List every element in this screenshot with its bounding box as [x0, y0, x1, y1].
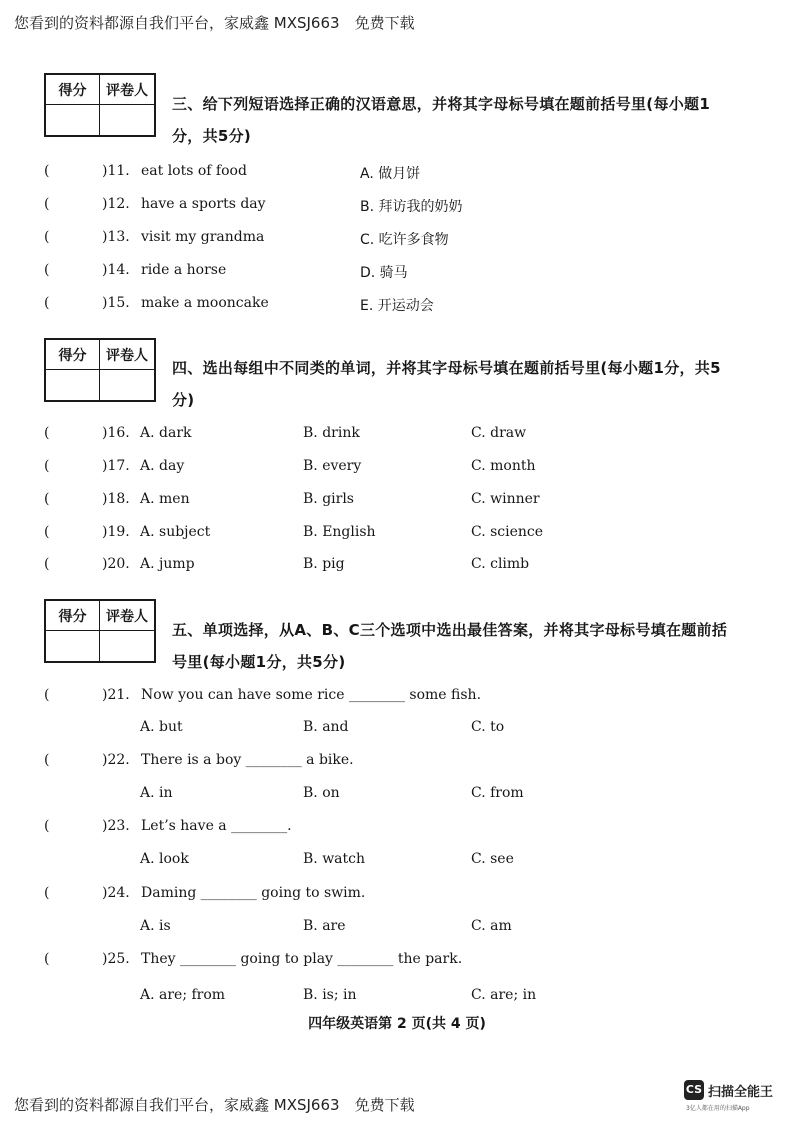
- question-number: )19.: [102, 524, 130, 540]
- question-stem: They ________ going to play ________ the park.: [141, 951, 463, 967]
- option-a: A. look: [140, 851, 189, 867]
- answer-bracket: (: [44, 229, 50, 245]
- option-a: A. subject: [140, 524, 211, 540]
- option-c: C. science: [471, 524, 544, 540]
- option-a: A. but: [140, 719, 183, 735]
- score-cell: [46, 105, 100, 135]
- score-cell: [46, 631, 100, 661]
- option-a: A. is: [140, 918, 171, 934]
- question-number: )18.: [102, 491, 130, 507]
- logo-tagline: 3亿人都在用的扫描App: [686, 1105, 750, 1112]
- answer-bracket: (: [44, 951, 50, 967]
- phrase-text: make a mooncake: [141, 295, 269, 311]
- question-number: )24.: [102, 885, 130, 901]
- option-a: A. jump: [140, 556, 195, 572]
- phrase-text: visit my grandma: [141, 229, 265, 245]
- answer-bracket: (: [44, 163, 50, 179]
- option-a: A. day: [140, 458, 185, 474]
- option-c: C. climb: [471, 556, 530, 572]
- option-b: B. pig: [303, 556, 345, 572]
- scanner-logo: [684, 1080, 784, 1114]
- answer-bracket: (: [44, 524, 50, 540]
- answer-bracket: (: [44, 885, 50, 901]
- score-label: 得分: [46, 75, 100, 105]
- question-stem: There is a boy ________ a bike.: [141, 752, 354, 768]
- question-number: )16.: [102, 425, 130, 441]
- page-footer: 四年级英语第 2 页(共 4 页): [308, 1016, 486, 1032]
- answer-bracket: (: [44, 818, 50, 834]
- score-box: [44, 338, 156, 402]
- section4-title: 四、选出每组中不同类的单词，并将其字母标号填在题前括号里(每小题1分，共5分): [172, 359, 721, 409]
- question-number: )23.: [102, 818, 130, 834]
- logo-name: 扫描全能王: [708, 1085, 774, 1100]
- question-number: )11.: [102, 163, 130, 179]
- grader-label: 评卷人: [100, 601, 154, 631]
- answer-bracket: (: [44, 196, 50, 212]
- grader-cell: [100, 631, 154, 661]
- option-b: B. girls: [303, 491, 354, 507]
- question-number: )20.: [102, 556, 130, 572]
- option-a: A. are; from: [140, 987, 226, 1003]
- score-cell: [46, 370, 100, 400]
- score-box: [44, 73, 156, 137]
- phrase-text: have a sports day: [141, 196, 266, 212]
- grader-label: 评卷人: [100, 75, 154, 105]
- score-label: 得分: [46, 340, 100, 370]
- question-number: )25.: [102, 951, 130, 967]
- option-b: B. on: [303, 785, 340, 801]
- answer-bracket: (: [44, 262, 50, 278]
- answer-bracket: (: [44, 752, 50, 768]
- option-a: A. men: [140, 491, 190, 507]
- question-stem: Daming ________ going to swim.: [141, 885, 366, 901]
- option-b: B. drink: [303, 425, 360, 441]
- grader-cell: [100, 105, 154, 135]
- option-c: C. winner: [471, 491, 540, 507]
- cs-logo-icon: CS: [684, 1080, 704, 1100]
- match-option: D. 骑马: [360, 265, 408, 281]
- answer-bracket: (: [44, 458, 50, 474]
- score-label: 得分: [46, 601, 100, 631]
- section3-title: 三、给下列短语选择正确的汉语意思，并将其字母标号填在题前括号里(每小题1分，共5分): [172, 95, 711, 145]
- grader-label: 评卷人: [100, 340, 154, 370]
- answer-bracket: (: [44, 295, 50, 311]
- question-number: )14.: [102, 262, 130, 278]
- option-b: B. is; in: [303, 987, 357, 1003]
- question-number: )15.: [102, 295, 130, 311]
- score-box: [44, 599, 156, 663]
- answer-bracket: (: [44, 687, 50, 703]
- option-a: A. dark: [140, 425, 192, 441]
- match-option: E. 开运动会: [360, 298, 434, 314]
- option-c: C. to: [471, 719, 505, 735]
- phrase-text: ride a horse: [141, 262, 227, 278]
- option-c: C. from: [471, 785, 524, 801]
- top-banner: 您看到的资料都源自我们平台，家威鑫 MXSJ663 免费下载: [14, 14, 415, 32]
- question-number: )22.: [102, 752, 130, 768]
- answer-bracket: (: [44, 556, 50, 572]
- answer-bracket: (: [44, 425, 50, 441]
- option-b: B. and: [303, 719, 349, 735]
- option-b: B. watch: [303, 851, 366, 867]
- answer-bracket: (: [44, 491, 50, 507]
- question-number: )12.: [102, 196, 130, 212]
- question-stem: Let’s have a ________.: [141, 818, 292, 834]
- option-c: C. month: [471, 458, 536, 474]
- option-c: C. draw: [471, 425, 527, 441]
- question-stem: Now you can have some rice ________ some fish.: [141, 687, 482, 703]
- section5-title: 五、单项选择，从A、B、C三个选项中选出最佳答案，并将其字母标号填在题前括号里(每小题1分，共5分): [172, 621, 728, 671]
- question-number: )13.: [102, 229, 130, 245]
- option-c: C. am: [471, 918, 512, 934]
- match-option: A. 做月饼: [360, 166, 421, 182]
- match-option: C. 吃许多食物: [360, 232, 449, 248]
- option-b: B. English: [303, 524, 376, 540]
- question-number: )21.: [102, 687, 130, 703]
- grader-cell: [100, 370, 154, 400]
- question-number: )17.: [102, 458, 130, 474]
- match-option: B. 拜访我的奶奶: [360, 199, 463, 215]
- option-c: C. see: [471, 851, 514, 867]
- option-a: A. in: [140, 785, 173, 801]
- option-b: B. every: [303, 458, 362, 474]
- option-c: C. are; in: [471, 987, 537, 1003]
- option-b: B. are: [303, 918, 346, 934]
- phrase-text: eat lots of food: [141, 163, 247, 179]
- bottom-banner: 您看到的资料都源自我们平台，家威鑫 MXSJ663 免费下载: [14, 1096, 415, 1114]
